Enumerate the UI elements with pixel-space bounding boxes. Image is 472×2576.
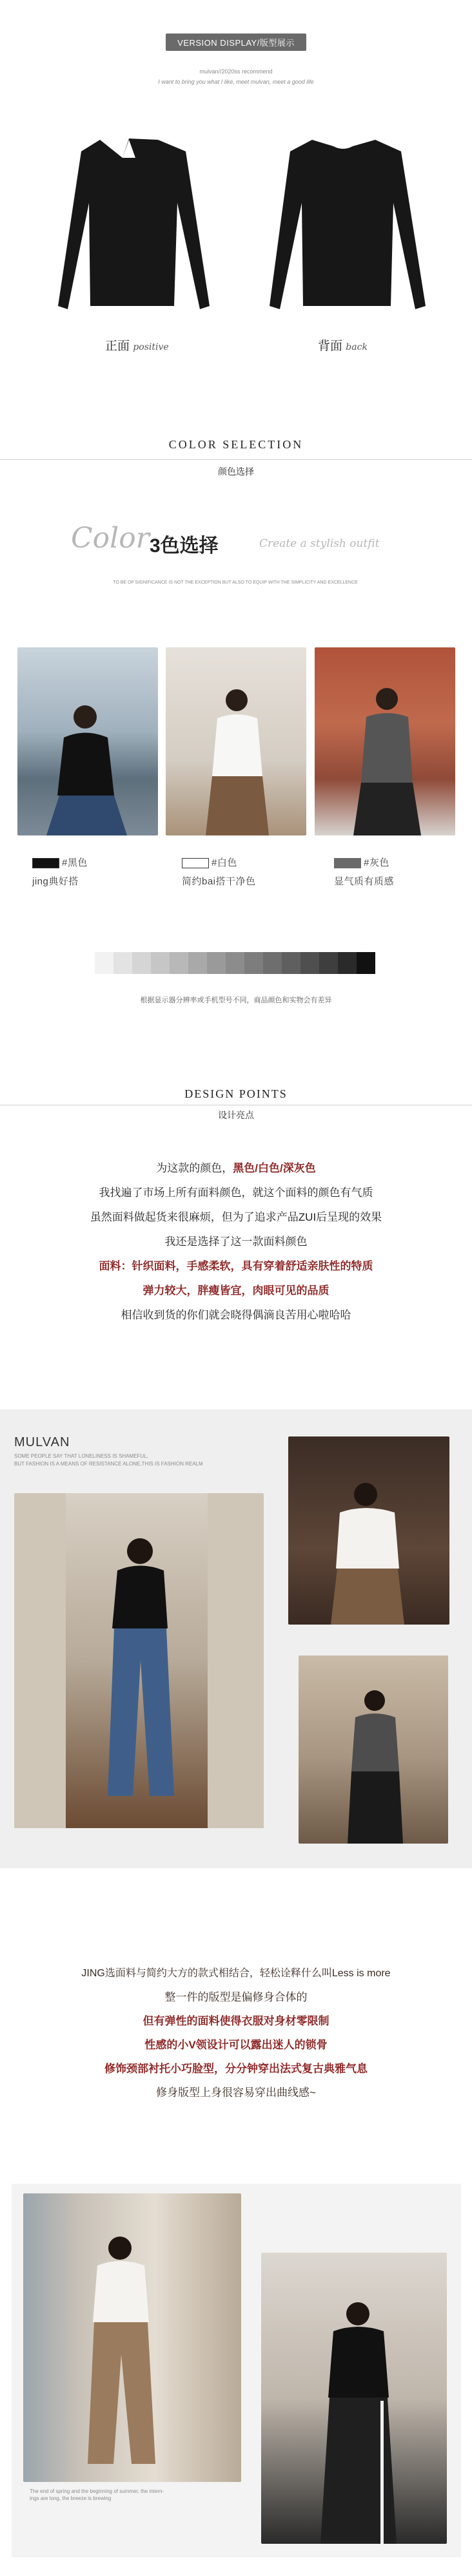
color-scale-step [338,952,357,974]
design-line-6: 弹力较大，胖瘦皆宜，肉眼可见的品质 [143,1284,329,1297]
color-scale-step [151,952,170,974]
color-selection-title: COLOR SELECTION [168,438,304,451]
design-subtitle: 设计亮点 [218,1110,254,1120]
color-scale-step [188,952,207,974]
color-scale-step [300,952,319,974]
text2-line-3: 但有弹性的面料使得衣服对身材零限制 [143,2015,329,2027]
text2-line-2: 整一件的版型是偏修身合体的 [164,1991,308,2003]
color-scale-step [113,952,132,974]
color-scale-step [244,952,263,974]
color-scale [95,952,375,974]
swatch-black-chip [32,858,59,868]
text2-line-4: 性感的小V领设计可以露出迷人的锁骨 [144,2039,328,2051]
mulvan-brand: MULVAN [14,1435,70,1449]
model-photo-gray [315,647,455,835]
model-photo-white [166,647,306,835]
color-scale-step [263,952,282,974]
text2-line-1: JING选面料与简约大方的款式相结合，轻松诠释什么叫Less is more [81,1968,391,1979]
version-sub1: mulvan//2020ss recommend [199,68,273,75]
bottom-photo-white [23,2193,241,2482]
front-label: 正面 positive [105,339,169,353]
design-line-5: 面料：针织面料，手感柔软，具有穿着舒适亲肤性的特质 [99,1260,373,1272]
version-banner-wrap [0,33,472,51]
bottom-photo-black [261,2253,447,2544]
color-scale-step [95,952,113,974]
swatch-gray-chip [334,858,361,868]
swatch-white: #白色 简约bai搭干净色 [182,857,256,887]
color-heading: 3色选择 [150,535,219,557]
lookbook-photo-gray [299,1655,448,1844]
design-line-3: 虽然面料做起货来很麻烦，但为了追求产品ZUI后呈现的效果 [90,1211,382,1223]
version-sub2: I want to bring you what I like, meet mulvan, meet a good life [158,79,314,85]
swatch-white-chip [182,858,209,868]
design-line-4: 我还是选择了这一款面料颜色 [164,1236,308,1248]
color-selection-subtitle: 颜色选择 [218,466,254,477]
design-title: DESIGN POINTS [184,1087,288,1100]
model-photo-black [17,647,158,835]
swatch-gray: #灰色 显气质有质感 [334,857,395,887]
color-script: Color [71,522,150,555]
color-scale-step [132,952,151,974]
color-scale-step [207,952,226,974]
mulvan-tag1: SOME PEOPLE SAY THAT LONELINESS IS SHAMEFUL, [14,1453,148,1459]
design-line-2: 我找遍了市场上所有面料颜色，就这个面料的颜色有气质 [99,1187,373,1199]
text2-line-5: 修饰颈部衬托小巧脸型，分分钟穿出法式复古典雅气息 [104,2063,368,2075]
color-scale-step [357,952,375,974]
color-script-right: Create a stylish outfit [259,537,380,550]
divider [0,459,472,460]
color-scale-step [226,952,244,974]
lookbook-photo-white [288,1436,449,1625]
back-garment-image [253,132,433,319]
swatch-black: #黑色 jing典好搭 [32,857,88,887]
color-scale-step [282,952,300,974]
color-scale-step [319,952,338,974]
design-line-1: 为这款的颜色，黑色/白色/深灰色 [156,1162,316,1174]
bottom-caption-1: The end of spring and the beginning of summer, the intern- [30,2488,164,2494]
color-scale-step [170,952,188,974]
version-banner: VERSION DISPLAY/版型展示 [166,33,306,51]
back-label: 背面 back [318,339,368,353]
design-line-7: 相信收到货的你们就会晓得偶滴良苦用心啦哈哈 [121,1309,351,1321]
text2-line-6: 修身版型上身很容易穿出曲线感~ [156,2086,316,2099]
bottom-caption-2: ings are long, the breeze is brewing [30,2495,112,2501]
color-fine-print: TO BE OF SIGNIFICANCE IS NOT THE EXCEPTION BUT ALSO TO EQUIP WITH THE SIMPLICITY AND EXCELLENCE [113,580,358,585]
mulvan-tag2: BUT FASHION IS A MEANS OF RESISTANCE ALONE,THIS IS FASHION REALM [14,1461,203,1467]
lookbook-photo-hallway [14,1493,264,1828]
color-note: 根据显示器分辨率或手机型号不同，商品颜色和实物会有差异 [140,997,332,1004]
front-garment-image [39,132,219,319]
